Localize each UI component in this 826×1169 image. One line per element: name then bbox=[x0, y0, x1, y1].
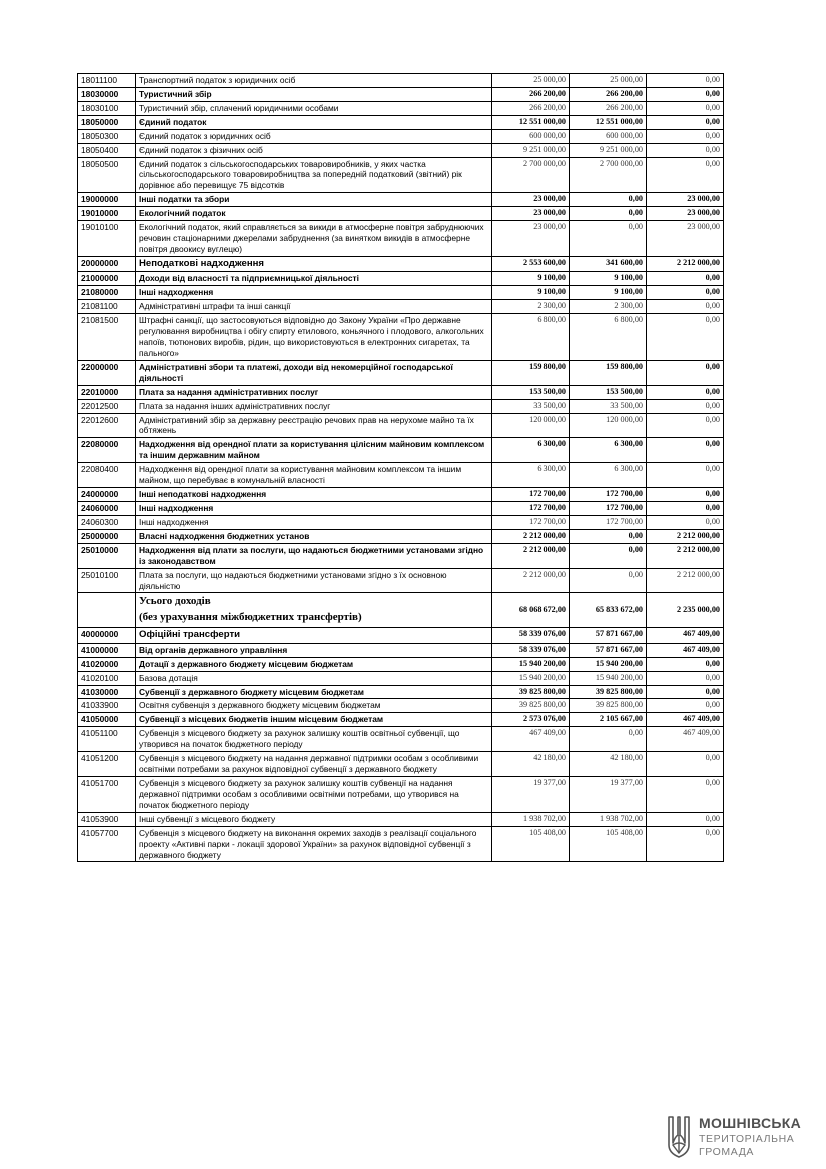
cell-code: 21081100 bbox=[78, 300, 136, 314]
cell-name: Транспортний податок з юридичних осіб bbox=[136, 74, 492, 88]
trident-icon bbox=[666, 1115, 692, 1159]
cell-total: 23 000,00 bbox=[492, 193, 570, 207]
cell-general: 2 700 000,00 bbox=[570, 157, 647, 193]
cell-special: 0,00 bbox=[647, 74, 724, 88]
cell-total: 15 940 200,00 bbox=[492, 671, 570, 685]
cell-code: 22010000 bbox=[78, 385, 136, 399]
cell-general: 65 833 672,00 bbox=[570, 593, 647, 628]
cell-general: 0,00 bbox=[570, 543, 647, 568]
cell-special: 0,00 bbox=[647, 87, 724, 101]
cell-special: 0,00 bbox=[647, 413, 724, 438]
cell-code: 19000000 bbox=[78, 193, 136, 207]
cell-total: 266 200,00 bbox=[492, 87, 570, 101]
table-row bbox=[78, 752, 724, 777]
total-label: Усього доходів bbox=[139, 595, 211, 608]
community-logo bbox=[666, 1115, 816, 1161]
cell-name: Офіційні трансферти bbox=[136, 628, 492, 643]
cell-special: 2 212 000,00 bbox=[647, 543, 724, 568]
table-row bbox=[78, 826, 724, 862]
cell-general: 6 300,00 bbox=[570, 463, 647, 488]
table-row bbox=[78, 101, 724, 115]
cell-general: 0,00 bbox=[570, 193, 647, 207]
table-row bbox=[78, 272, 724, 286]
cell-special: 0,00 bbox=[647, 812, 724, 826]
cell-name: Інші субвенції з місцевого бюджету bbox=[136, 812, 492, 826]
cell-name: Надходження від плати за послуги, що надаються бюджетними установами згідно із законодавством bbox=[136, 543, 492, 568]
table-row bbox=[78, 543, 724, 568]
cell-total: 172 700,00 bbox=[492, 488, 570, 502]
table-row bbox=[78, 568, 724, 593]
cell-total: 467 409,00 bbox=[492, 727, 570, 752]
table-row bbox=[78, 256, 724, 271]
cell-total: 42 180,00 bbox=[492, 752, 570, 777]
cell-name: Субвенція з місцевого бюджету за рахунок залишку коштів освітньої субвенції, що утворився на початок бюджетного періоду bbox=[136, 727, 492, 752]
cell-special: 0,00 bbox=[647, 752, 724, 777]
cell-total: 58 339 076,00 bbox=[492, 643, 570, 657]
table-row bbox=[78, 385, 724, 399]
cell-name: Інші надходження bbox=[136, 286, 492, 300]
table-row bbox=[78, 657, 724, 671]
cell-special: 0,00 bbox=[647, 115, 724, 129]
table-row bbox=[78, 157, 724, 193]
cell-code: 41057700 bbox=[78, 826, 136, 862]
cell-special: 0,00 bbox=[647, 101, 724, 115]
table-row bbox=[78, 488, 724, 502]
cell-code: 22012600 bbox=[78, 413, 136, 438]
cell-name: Адміністративні штрафи та інші санкції bbox=[136, 300, 492, 314]
cell-code: 41053900 bbox=[78, 812, 136, 826]
cell-code: 18011100 bbox=[78, 74, 136, 88]
cell-total: 2 212 000,00 bbox=[492, 529, 570, 543]
cell-special: 0,00 bbox=[647, 699, 724, 713]
cell-special: 467 409,00 bbox=[647, 643, 724, 657]
cell-total: 2 212 000,00 bbox=[492, 543, 570, 568]
cell-general: 1 938 702,00 bbox=[570, 812, 647, 826]
table-row bbox=[78, 314, 724, 361]
cell-special: 0,00 bbox=[647, 286, 724, 300]
cell-general: 39 825 800,00 bbox=[570, 685, 647, 699]
cell-total: 15 940 200,00 bbox=[492, 657, 570, 671]
cell-total: 6 300,00 bbox=[492, 438, 570, 463]
cell-name: Інші надходження bbox=[136, 515, 492, 529]
cell-general: 39 825 800,00 bbox=[570, 699, 647, 713]
cell-general: 0,00 bbox=[570, 207, 647, 221]
cell-general: 172 700,00 bbox=[570, 501, 647, 515]
cell-special: 467 409,00 bbox=[647, 727, 724, 752]
cell-name: Штрафні санкції, що застосовуються відповідно до Закону України «Про державне регулювання виробництва і обігу спирту етилового, коньячного і плодового, алкогольних напоїв, тютюнових виробів, рідин, що використовуються в електронних сигаретах, та пального» bbox=[136, 314, 492, 361]
cell-general: 153 500,00 bbox=[570, 385, 647, 399]
table-row bbox=[78, 399, 724, 413]
cell-code: 40000000 bbox=[78, 628, 136, 643]
cell-total: 2 212 000,00 bbox=[492, 568, 570, 593]
cell-general: 105 408,00 bbox=[570, 826, 647, 862]
cell-special: 0,00 bbox=[647, 501, 724, 515]
total-sublabel: (без урахування міжбюджетних трансфертів) bbox=[139, 611, 362, 624]
cell-name: Субвенції з державного бюджету місцевим бюджетам bbox=[136, 685, 492, 699]
cell-total: 9 100,00 bbox=[492, 272, 570, 286]
cell-code: 21000000 bbox=[78, 272, 136, 286]
cell-total: 39 825 800,00 bbox=[492, 685, 570, 699]
table-row bbox=[78, 727, 724, 752]
cell-name: Дотації з державного бюджету місцевим бюджетам bbox=[136, 657, 492, 671]
table-row bbox=[78, 515, 724, 529]
cell-code: 25010000 bbox=[78, 543, 136, 568]
cell-code: 41050000 bbox=[78, 713, 136, 727]
cell-general: 57 871 667,00 bbox=[570, 628, 647, 643]
cell-name: Надходження від орендної плати за користування цілісним майновим комплексом та іншим державним майном bbox=[136, 438, 492, 463]
cell-general: 341 600,00 bbox=[570, 256, 647, 271]
cell-name: Субвенція з місцевого бюджету за рахунок залишку коштів субвенції на надання державної підтримки особам з особливими освітніми потребами, що утворився на початок бюджетного періоду bbox=[136, 776, 492, 812]
cell-code: 22000000 bbox=[78, 360, 136, 385]
logo-subtitle-1: ТЕРИТОРІАЛЬНА bbox=[699, 1133, 795, 1145]
cell-general: 266 200,00 bbox=[570, 101, 647, 115]
table-row bbox=[78, 286, 724, 300]
cell-code: 25000000 bbox=[78, 529, 136, 543]
cell-special: 2 212 000,00 bbox=[647, 256, 724, 271]
cell-special: 2 235 000,00 bbox=[647, 593, 724, 628]
cell-general: 33 500,00 bbox=[570, 399, 647, 413]
table-row bbox=[78, 812, 724, 826]
cell-name bbox=[136, 593, 492, 628]
cell-code: 24060000 bbox=[78, 501, 136, 515]
cell-code: 19010000 bbox=[78, 207, 136, 221]
table-row bbox=[78, 221, 724, 257]
table-row bbox=[78, 193, 724, 207]
logo-title: МОШНІВСЬКА bbox=[699, 1115, 802, 1131]
table-row bbox=[78, 628, 724, 643]
cell-name: Субвенції з місцевих бюджетів іншим місцевим бюджетам bbox=[136, 713, 492, 727]
revenue-table bbox=[77, 73, 724, 862]
cell-general: 15 940 200,00 bbox=[570, 671, 647, 685]
cell-special: 0,00 bbox=[647, 300, 724, 314]
cell-general: 172 700,00 bbox=[570, 488, 647, 502]
table-row bbox=[78, 643, 724, 657]
cell-general: 0,00 bbox=[570, 727, 647, 752]
table-row bbox=[78, 501, 724, 515]
table-row-total bbox=[78, 593, 724, 628]
cell-total: 153 500,00 bbox=[492, 385, 570, 399]
cell-code: 24000000 bbox=[78, 488, 136, 502]
cell-special: 0,00 bbox=[647, 826, 724, 862]
cell-name: Екологічний податок, який справляється за викиди в атмосферне повітря забруднюючих речовин стаціонарними джерелами забруднення (за винятком викидів в атмосферне повітря двоокису вуглецю) bbox=[136, 221, 492, 257]
cell-name: Туристичний збір, сплачений юридичними особами bbox=[136, 101, 492, 115]
cell-special: 0,00 bbox=[647, 515, 724, 529]
cell-name: Інші надходження bbox=[136, 501, 492, 515]
cell-code bbox=[78, 593, 136, 628]
cell-special: 0,00 bbox=[647, 360, 724, 385]
cell-code: 18030000 bbox=[78, 87, 136, 101]
cell-special: 0,00 bbox=[647, 463, 724, 488]
cell-general: 12 551 000,00 bbox=[570, 115, 647, 129]
cell-special: 0,00 bbox=[647, 385, 724, 399]
cell-name: Єдиний податок з юридичних осіб bbox=[136, 129, 492, 143]
cell-total: 6 300,00 bbox=[492, 463, 570, 488]
cell-total: 12 551 000,00 bbox=[492, 115, 570, 129]
cell-code: 20000000 bbox=[78, 256, 136, 271]
cell-name: Базова дотація bbox=[136, 671, 492, 685]
table-row bbox=[78, 360, 724, 385]
cell-code: 41033900 bbox=[78, 699, 136, 713]
table-row bbox=[78, 413, 724, 438]
cell-total: 19 377,00 bbox=[492, 776, 570, 812]
cell-general: 19 377,00 bbox=[570, 776, 647, 812]
cell-code: 41020000 bbox=[78, 657, 136, 671]
cell-code: 41051700 bbox=[78, 776, 136, 812]
cell-general: 172 700,00 bbox=[570, 515, 647, 529]
cell-general: 2 105 667,00 bbox=[570, 713, 647, 727]
table-row bbox=[78, 699, 724, 713]
cell-special: 0,00 bbox=[647, 657, 724, 671]
cell-special: 0,00 bbox=[647, 143, 724, 157]
cell-special: 467 409,00 bbox=[647, 628, 724, 643]
cell-name: Плата за послуги, що надаються бюджетними установами згідно з їх основною діяльністю bbox=[136, 568, 492, 593]
table-row bbox=[78, 74, 724, 88]
cell-general: 0,00 bbox=[570, 529, 647, 543]
cell-name: Адміністративні збори та платежі, доходи від некомерційної господарської діяльності bbox=[136, 360, 492, 385]
cell-code: 18030100 bbox=[78, 101, 136, 115]
cell-name: Екологічний податок bbox=[136, 207, 492, 221]
cell-special: 23 000,00 bbox=[647, 207, 724, 221]
cell-code: 41020100 bbox=[78, 671, 136, 685]
cell-special: 0,00 bbox=[647, 438, 724, 463]
cell-general: 2 300,00 bbox=[570, 300, 647, 314]
cell-total: 1 938 702,00 bbox=[492, 812, 570, 826]
cell-total: 172 700,00 bbox=[492, 501, 570, 515]
cell-total: 159 800,00 bbox=[492, 360, 570, 385]
cell-code: 21080000 bbox=[78, 286, 136, 300]
cell-special: 23 000,00 bbox=[647, 221, 724, 257]
cell-name: Плата за надання інших адміністративних послуг bbox=[136, 399, 492, 413]
cell-general: 159 800,00 bbox=[570, 360, 647, 385]
cell-code: 41030000 bbox=[78, 685, 136, 699]
cell-name: Субвенція з місцевого бюджету на надання державної підтримки особам з особливими освітніми потребами за рахунок відповідної субвенції з державного бюджету bbox=[136, 752, 492, 777]
cell-special: 2 212 000,00 bbox=[647, 529, 724, 543]
table-row bbox=[78, 685, 724, 699]
cell-total: 266 200,00 bbox=[492, 101, 570, 115]
cell-code: 18050000 bbox=[78, 115, 136, 129]
cell-code: 22080400 bbox=[78, 463, 136, 488]
cell-code: 41000000 bbox=[78, 643, 136, 657]
cell-general: 266 200,00 bbox=[570, 87, 647, 101]
cell-total: 23 000,00 bbox=[492, 221, 570, 257]
cell-name: Освітня субвенція з державного бюджету місцевим бюджетам bbox=[136, 699, 492, 713]
table-row bbox=[78, 207, 724, 221]
cell-special: 467 409,00 bbox=[647, 713, 724, 727]
table-row bbox=[78, 129, 724, 143]
cell-total: 39 825 800,00 bbox=[492, 699, 570, 713]
cell-special: 0,00 bbox=[647, 157, 724, 193]
cell-special: 0,00 bbox=[647, 488, 724, 502]
cell-name: Єдиний податок bbox=[136, 115, 492, 129]
cell-name: Єдиний податок з сільськогосподарських товаровиробників, у яких частка сільськогосподарського товаровиробництва за попередній податковий (звітний) рік дорівнює або перевищує 75 відсотків bbox=[136, 157, 492, 193]
cell-name: Власні надходження бюджетних установ bbox=[136, 529, 492, 543]
cell-total: 58 339 076,00 bbox=[492, 628, 570, 643]
cell-general: 42 180,00 bbox=[570, 752, 647, 777]
cell-special: 0,00 bbox=[647, 671, 724, 685]
cell-general: 600 000,00 bbox=[570, 129, 647, 143]
cell-general: 0,00 bbox=[570, 568, 647, 593]
cell-special: 0,00 bbox=[647, 685, 724, 699]
cell-name: Адміністративний збір за державну реєстрацію речових прав на нерухоме майно та їх обтяжень bbox=[136, 413, 492, 438]
cell-name: Єдиний податок з фізичних осіб bbox=[136, 143, 492, 157]
cell-code: 24060300 bbox=[78, 515, 136, 529]
cell-code: 41051100 bbox=[78, 727, 136, 752]
cell-code: 41051200 bbox=[78, 752, 136, 777]
cell-total: 23 000,00 bbox=[492, 207, 570, 221]
logo-subtitle-2: ГРОМАДА bbox=[699, 1146, 755, 1158]
cell-general: 15 940 200,00 bbox=[570, 657, 647, 671]
cell-special: 0,00 bbox=[647, 314, 724, 361]
cell-name: Інші податки та збори bbox=[136, 193, 492, 207]
cell-general: 6 300,00 bbox=[570, 438, 647, 463]
cell-total: 33 500,00 bbox=[492, 399, 570, 413]
cell-name: Надходження від орендної плати за користування майновим комплексом та іншим майном, що перебуває в комунальній власності bbox=[136, 463, 492, 488]
cell-code: 21081500 bbox=[78, 314, 136, 361]
cell-general: 9 251 000,00 bbox=[570, 143, 647, 157]
cell-special: 0,00 bbox=[647, 272, 724, 286]
table-row bbox=[78, 776, 724, 812]
table-row bbox=[78, 87, 724, 101]
cell-name: Інші неподаткові надходження bbox=[136, 488, 492, 502]
cell-total: 172 700,00 bbox=[492, 515, 570, 529]
cell-special: 0,00 bbox=[647, 129, 724, 143]
cell-name: Доходи від власності та підприємницької діяльності bbox=[136, 272, 492, 286]
cell-total: 25 000,00 bbox=[492, 74, 570, 88]
cell-name: Від органів державного управління bbox=[136, 643, 492, 657]
cell-total: 600 000,00 bbox=[492, 129, 570, 143]
cell-code: 18050400 bbox=[78, 143, 136, 157]
cell-total: 2 573 076,00 bbox=[492, 713, 570, 727]
cell-general: 9 100,00 bbox=[570, 286, 647, 300]
cell-general: 120 000,00 bbox=[570, 413, 647, 438]
table-row bbox=[78, 671, 724, 685]
revenue-table-body bbox=[78, 74, 724, 862]
cell-total: 2 553 600,00 bbox=[492, 256, 570, 271]
cell-special: 0,00 bbox=[647, 399, 724, 413]
cell-total: 6 800,00 bbox=[492, 314, 570, 361]
cell-code: 22012500 bbox=[78, 399, 136, 413]
cell-special: 0,00 bbox=[647, 776, 724, 812]
cell-code: 18050500 bbox=[78, 157, 136, 193]
cell-general: 57 871 667,00 bbox=[570, 643, 647, 657]
cell-code: 22080000 bbox=[78, 438, 136, 463]
cell-special: 2 212 000,00 bbox=[647, 568, 724, 593]
cell-total: 9 251 000,00 bbox=[492, 143, 570, 157]
cell-name: Туристичний збір bbox=[136, 87, 492, 101]
table-row bbox=[78, 438, 724, 463]
table-row bbox=[78, 463, 724, 488]
cell-total: 120 000,00 bbox=[492, 413, 570, 438]
table-row bbox=[78, 143, 724, 157]
table-row bbox=[78, 713, 724, 727]
cell-general: 0,00 bbox=[570, 221, 647, 257]
cell-special: 23 000,00 bbox=[647, 193, 724, 207]
cell-general: 6 800,00 bbox=[570, 314, 647, 361]
cell-total: 2 700 000,00 bbox=[492, 157, 570, 193]
cell-total: 2 300,00 bbox=[492, 300, 570, 314]
cell-total: 9 100,00 bbox=[492, 286, 570, 300]
cell-name: Субвенція з місцевого бюджету на виконання окремих заходів з реалізації соціального проекту «Активні парки - локації здорової України» за рахунок відповідної субвенції з державного бюджету bbox=[136, 826, 492, 862]
table-row bbox=[78, 300, 724, 314]
table-row bbox=[78, 115, 724, 129]
cell-total: 68 068 672,00 bbox=[492, 593, 570, 628]
cell-name: Плата за надання адміністративних послуг bbox=[136, 385, 492, 399]
cell-code: 18050300 bbox=[78, 129, 136, 143]
cell-code: 25010100 bbox=[78, 568, 136, 593]
cell-code: 19010100 bbox=[78, 221, 136, 257]
table-row bbox=[78, 529, 724, 543]
cell-total: 105 408,00 bbox=[492, 826, 570, 862]
cell-name: Неподаткові надходження bbox=[136, 256, 492, 271]
cell-general: 25 000,00 bbox=[570, 74, 647, 88]
cell-general: 9 100,00 bbox=[570, 272, 647, 286]
